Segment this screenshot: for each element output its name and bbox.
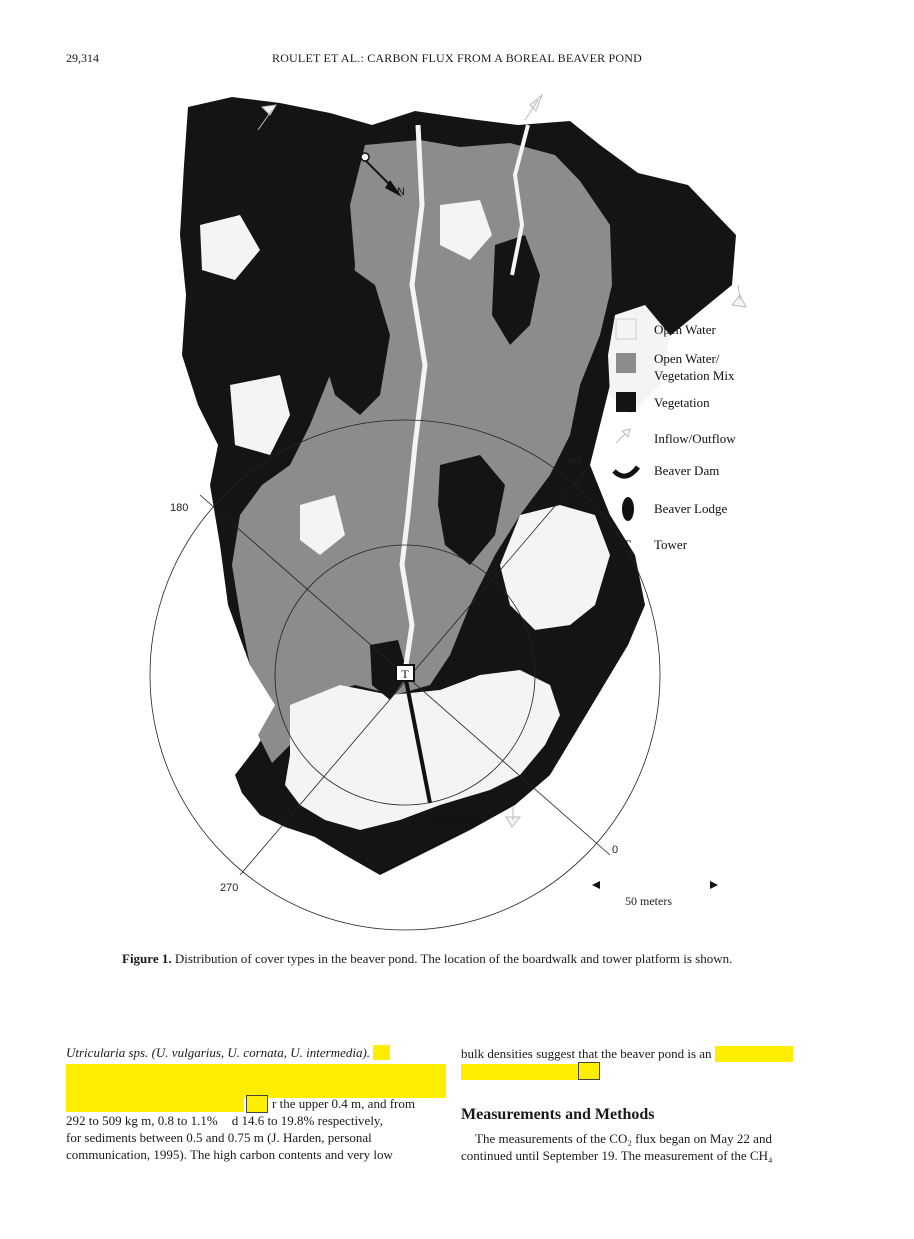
legend-label-beaver-dam: Beaver Dam <box>654 463 720 478</box>
legend-beaver-lodge-icon <box>622 497 634 521</box>
highlight-right-block <box>461 1064 583 1080</box>
legend-swatch-open-water <box>616 319 636 339</box>
legend-swatch-mix <box>616 353 636 373</box>
figure-caption <box>122 951 802 967</box>
angle-label-90: 90 <box>568 456 581 468</box>
legend-label-vegetation: Vegetation <box>654 395 710 410</box>
left-line-1: Utricularia sps. (U. vulgarius, U. cornata, U. intermedia). <box>66 1044 446 1061</box>
left-line-6: for sediments between 0.5 and 0.75 m (J. Harden, personal <box>66 1130 372 1145</box>
outflow-arrow-3 <box>732 285 746 307</box>
figure-caption-text: Distribution of cover types in the beaver pond. The location of the boardwalk and tower platform is shown. <box>174 951 733 966</box>
open-water-central <box>285 670 560 830</box>
legend-inflow-icon <box>616 429 630 443</box>
highlight-left-tail <box>66 1098 244 1112</box>
tower-marker-label: T <box>401 667 409 681</box>
legend-label-inflow: Inflow/Outflow <box>654 431 736 446</box>
inflow-arrow-2 <box>525 95 542 120</box>
legend-label-tower: Tower <box>654 537 688 552</box>
angle-label-0: 0 <box>612 844 619 856</box>
scale-bar <box>592 881 718 908</box>
north-label: N <box>397 186 405 198</box>
legend-label-open-water: Open Water <box>654 322 716 337</box>
boardwalk-label: boardwalk <box>432 811 483 825</box>
legend-tower-symbol: T <box>622 538 632 554</box>
legend-label-beaver-lodge: Beaver Lodge <box>654 501 728 516</box>
scale-label: 50 meters <box>625 894 672 908</box>
highlight-left-block <box>66 1064 446 1098</box>
section-heading: Measurements and Methods <box>461 1106 655 1123</box>
right-para-line-2: continued until September 19. The measurement of the CH₄ <box>461 1148 773 1163</box>
left-line-7: communication, 1995). The high carbon contents and very low <box>66 1147 393 1162</box>
comment-note-icon-left[interactable] <box>246 1095 268 1113</box>
map-legend <box>614 319 736 554</box>
figure-1-map <box>140 85 780 945</box>
figure-caption-label: Figure 1. <box>122 951 172 966</box>
left-line-5: 292 to 509 kg m, 0.8 to 1.1% d 14.6 to 19.8% respectively, <box>66 1113 383 1128</box>
right-line-1: bulk densities suggest that the beaver pond is an <box>461 1046 793 1062</box>
angle-label-270: 270 <box>220 882 239 894</box>
legend-label-mix-2: Vegetation Mix <box>654 368 735 383</box>
left-line-4-tail: r the upper 0.4 m, and from <box>272 1096 415 1111</box>
legend-label-mix-1: Open Water/ <box>654 351 720 366</box>
page-number: 29,314 <box>66 51 99 65</box>
outflow-arrow-4 <box>506 807 520 827</box>
left-column <box>66 1044 446 1061</box>
legend-beaver-dam-icon <box>614 467 638 476</box>
legend-swatch-vegetation <box>616 392 636 412</box>
angle-label-180: 180 <box>170 502 189 514</box>
running-title: ROULET ET AL.: CARBON FLUX FROM A BOREAL BEAVER POND <box>271 51 642 65</box>
comment-note-icon-right[interactable] <box>578 1062 600 1080</box>
right-para-line-1: The measurements of the CO₂ flux began on May 22 and <box>475 1131 772 1146</box>
